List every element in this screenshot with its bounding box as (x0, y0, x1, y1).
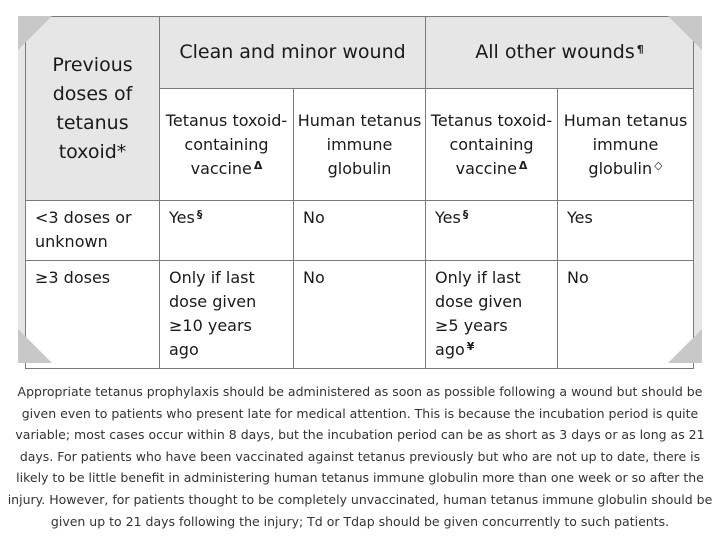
cell-clean-globulin: No (294, 261, 426, 369)
header-other-globulin-label: Human tetanus immune globulin (563, 110, 688, 178)
table-row (26, 261, 694, 369)
cell-other-vaccine (426, 201, 558, 261)
footnote-mark-delta: Δ (253, 158, 263, 172)
tetanus-table-frame (18, 16, 702, 363)
footnote-mark-pilcrow: ¶ (636, 43, 644, 56)
header-clean-minor-wound (160, 17, 426, 89)
header-other-vaccine-label: Tetanus toxoid-containing vaccine (430, 110, 553, 178)
header-all-other-wounds (426, 17, 694, 89)
corner-decoration (668, 16, 702, 50)
header-clean-vaccine-label: Tetanus toxoid-containing vaccine (165, 110, 288, 178)
cell-clean-vaccine (160, 201, 294, 261)
cell-value: Yes (169, 208, 195, 227)
header-clean-vaccine (160, 89, 294, 201)
footnote-mark-delta: Δ (518, 158, 528, 172)
corner-decoration (18, 16, 52, 50)
table-row (26, 201, 694, 261)
row-label-three-plus-doses: ≥3 doses (26, 261, 160, 369)
header-clean-minor-wound-label: Clean and minor wound (179, 41, 406, 63)
cell-clean-globulin: No (294, 201, 426, 261)
cell-other-vaccine (426, 261, 558, 369)
cell-value: Only if last dose given ≥5 years ago (435, 268, 523, 359)
header-previous-doses-label: Previous doses of tetanus toxoid* (52, 53, 133, 163)
header-other-globulin (558, 89, 694, 201)
caption-paragraph: Appropriate tetanus prophylaxis should be administered as soon as possible following a wound but should be given even to patients who present late for medical attention. This is because the incubation period is quite variable; most cases occur within 8 days, but the incubation period can be as short as 3 days or as long as 21 days. For patients who have been vaccinated against tetanus previously but who are not up to date, there is likely to be little benefit in administering human tetanus immune globulin more than one week or so after the injury. However, for patients thought to be completely unvaccinated, human tetanus immune globulin should be given up to 21 days following the injury; Td or Tdap should be given concurrently to such patients. (7, 384, 713, 529)
header-group-row (26, 17, 694, 89)
footnote-mark-section: § (196, 208, 203, 221)
header-clean-globulin-label: Human tetanus immune globulin (297, 110, 422, 178)
cell-value: Yes (435, 208, 461, 227)
corner-decoration (668, 329, 702, 363)
footnote-mark-diamond: ◇ (654, 158, 663, 172)
header-all-other-wounds-label: All other wounds (475, 41, 635, 63)
footnote-mark-section: § (462, 208, 469, 221)
cell-other-globulin: Yes (558, 201, 694, 261)
row-label-few-doses: <3 doses or unknown (26, 201, 160, 261)
cell-clean-vaccine: Only if last dose given ≥10 years ago (160, 261, 294, 369)
tetanus-prophylaxis-table (25, 16, 694, 369)
corner-decoration (18, 329, 52, 363)
header-clean-globulin (294, 89, 426, 201)
footnote-mark-yen: ¥ (466, 340, 475, 353)
header-other-vaccine (426, 89, 558, 201)
cell-other-globulin: No (558, 261, 694, 369)
